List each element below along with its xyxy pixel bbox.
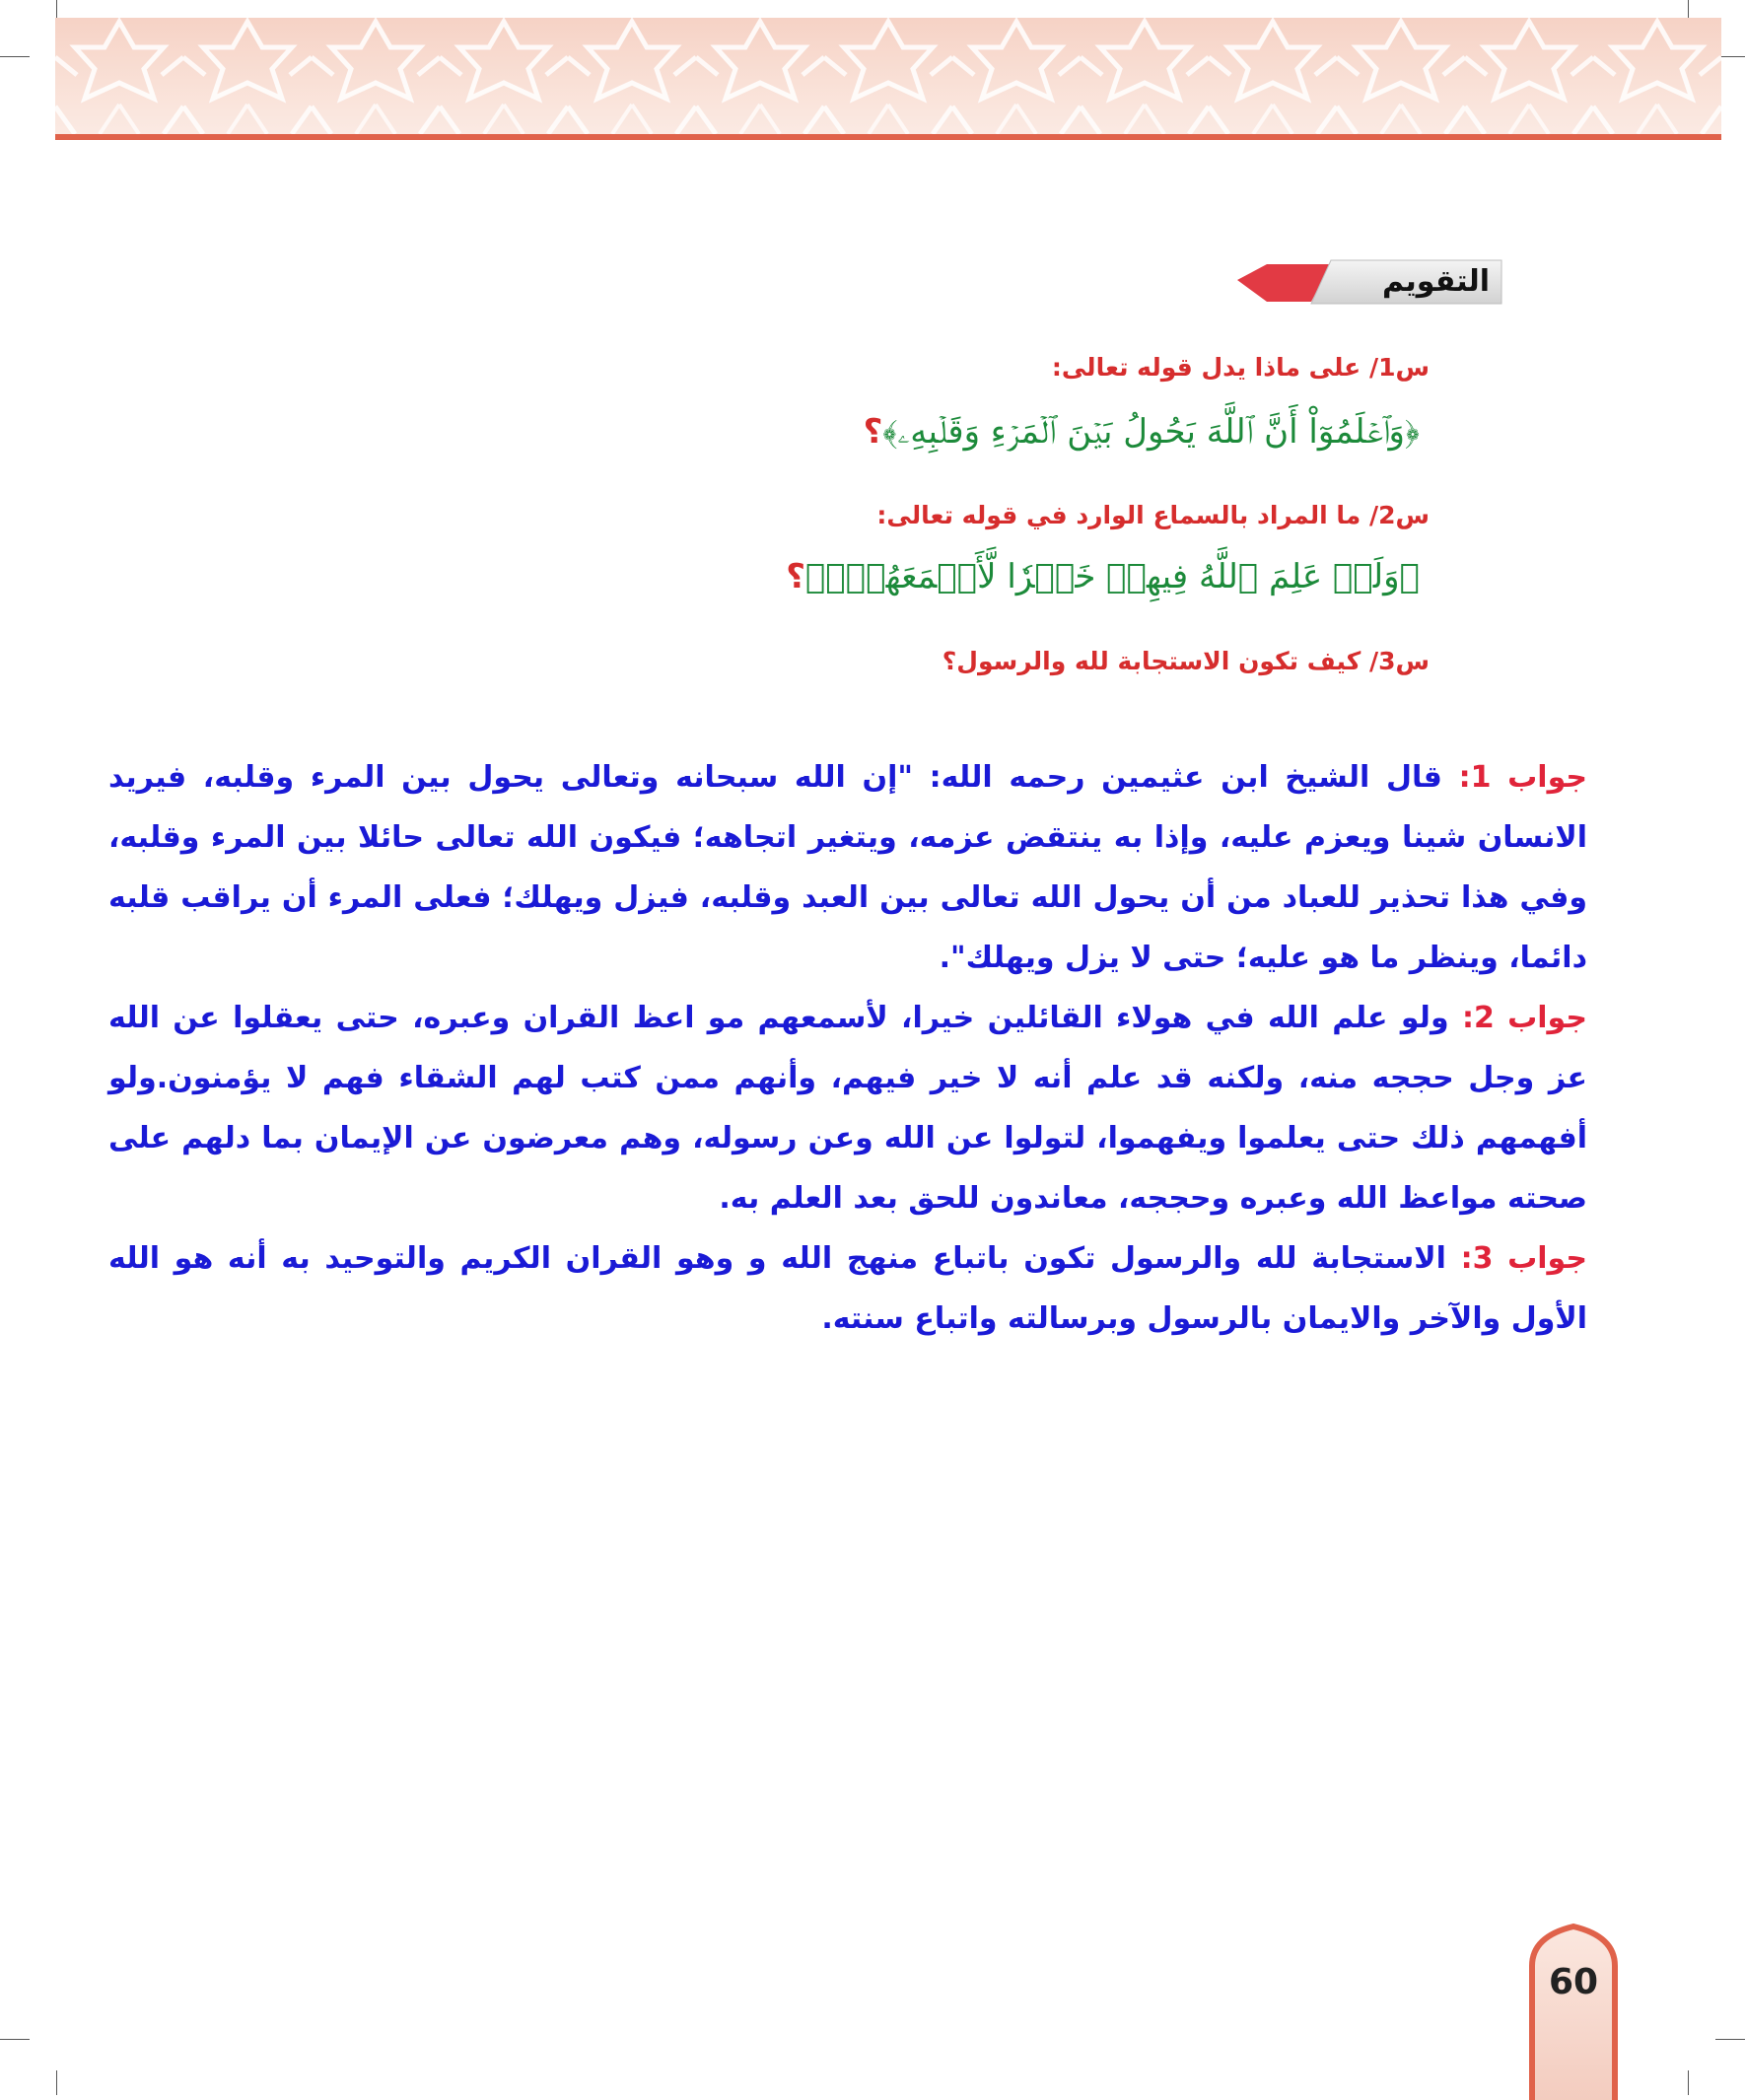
verse-text: ﴿وَلَوۡ عَلِمَ ٱللَّهُ فِيهِمۡ خَيۡرٗا لَّأَسۡمَعَهُمۡۖ﴾ <box>804 557 1420 596</box>
question-3 <box>942 647 1430 675</box>
header-pattern-band <box>55 18 1721 134</box>
answer-label: جواب 3: <box>1460 1241 1587 1276</box>
answers-block <box>108 747 1587 1349</box>
question-text: ما المراد بالسماع الوارد في قوله تعالى: <box>876 501 1361 529</box>
question-text: على ماذا يدل قوله تعالى: <box>1051 353 1361 382</box>
verse-question-mark: ؟ <box>786 557 805 596</box>
arch-tab-icon <box>1526 1923 1621 2100</box>
crop-mark <box>56 2070 57 2095</box>
page-number: 60 <box>1548 1962 1599 2002</box>
answer-3 <box>108 1228 1587 1349</box>
crop-mark <box>1688 2070 1689 2095</box>
answer-label: جواب 1: <box>1458 760 1588 795</box>
verse-text: ﴿وَٱعۡلَمُوٓاْ أَنَّ ٱللَّهَ يَحُولُ بَيۡنَ ٱلۡمَرۡءِ وَقَلۡبِهِۦ﴾ <box>882 412 1420 452</box>
question-label: س1/ <box>1368 353 1430 382</box>
question-1 <box>1052 353 1430 382</box>
crop-mark <box>0 2039 30 2040</box>
section-tab <box>1237 258 1503 308</box>
answer-1 <box>108 747 1587 988</box>
answer-text: الاستجابة لله والرسول تكون باتباع منهج الله و وهو القران الكريم والتوحيد به أنه هو الله الأول والآخر والايمان بالرسول وبرسالته واتباع سنته. <box>108 1241 1587 1336</box>
star-pattern-icon <box>55 18 1721 134</box>
question-1-verse <box>864 412 1420 452</box>
answer-2 <box>108 988 1587 1228</box>
answer-label: جواب 2: <box>1461 1001 1587 1035</box>
question-text: كيف تكون الاستجابة لله والرسول؟ <box>942 647 1361 675</box>
question-label: س2/ <box>1368 501 1430 529</box>
question-2 <box>876 501 1430 529</box>
page-number-tab <box>1526 1923 1621 2100</box>
header-rule <box>55 134 1721 140</box>
crop-mark <box>1715 2039 1745 2040</box>
crop-mark <box>0 56 30 57</box>
answer-text: ولو علم الله في هولاء القائلين خيرا، لأسمعهم مو اعظ القران وعبره، حتى يعقلوا عن الله عز وجل حججه منه، ولكنه قد علم أنه لا خير فيهم، وأنهم ممن كتب لهم الشقاء فهم لا يؤمنون.ولو أفهمهم ذلك حتى يعلموا ويفهموا، لتولوا عن الله وعن رسوله، وهم معرضون عن الإيمان بما دلهم على صحته مواعظ الله وعبره وحججه، معاندون للحق بعد العلم به. <box>108 1001 1587 1216</box>
section-title: التقويم <box>1382 264 1490 299</box>
question-2-verse <box>786 557 1420 596</box>
answer-text: قال الشيخ ابن عثيمين رحمه الله: "إن الله سبحانه وتعالى يحول بين المرء وقلبه، فيريد الانسان شينا ويعزم عليه، وإذا به ينتقض عزمه، ويتغير اتجاهه؛ فيكون الله تعالى حائلا بين المرء وقلبه، وفي هذا تحذير للعباد من أن يحول الله تعالى بين العبد وقلبه، فيزل ويهلك؛ فعلى المرء أن يراقب قلبه دائما، وينظر ما هو عليه؛ حتى لا يزل ويهلك". <box>108 760 1587 975</box>
verse-question-mark: ؟ <box>863 412 883 452</box>
question-label: س3/ <box>1368 647 1430 675</box>
